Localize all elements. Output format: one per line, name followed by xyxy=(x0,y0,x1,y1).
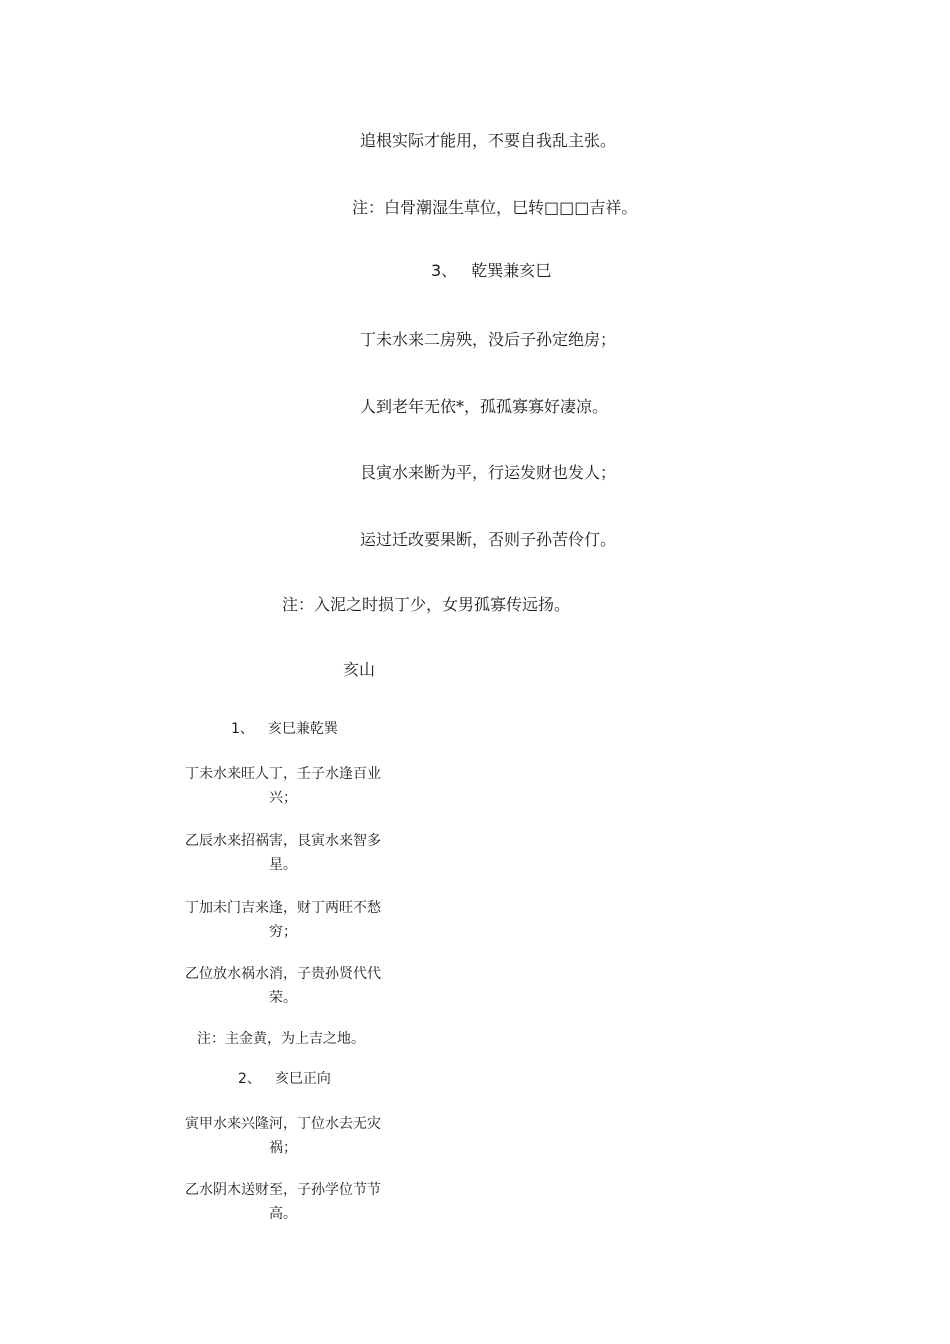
verse-line-end: 兴； xyxy=(269,790,297,806)
verse-line: 追根实际才能用，不要自我乱主张。 xyxy=(360,131,617,150)
verse-line-end: 祸； xyxy=(269,1140,297,1156)
mountain-heading: 亥山 xyxy=(343,660,376,679)
verse-line: 运过迁改要果断，否则子孙苦伶仃。 xyxy=(360,530,617,549)
verse-line: 乙水阴木送财至，子孙学位节节 xyxy=(185,1182,381,1198)
verse-line-end: 星。 xyxy=(269,857,297,873)
verse-block xyxy=(183,896,383,944)
verse-line: 乙位放水祸水消，子贵孙贤代代 xyxy=(185,966,381,982)
section-title: 亥巳正向 xyxy=(274,1071,331,1087)
section-number: 1、 xyxy=(231,721,254,737)
verse-line-end: 荣。 xyxy=(269,990,297,1006)
verse-block xyxy=(183,762,383,810)
section-number: 2、 xyxy=(238,1071,261,1087)
note-text: 注：入泥之时损丁少，女男孤寡传远扬。 xyxy=(282,595,571,614)
section-title: 乾巽兼亥巳 xyxy=(471,261,552,280)
verse-block xyxy=(183,962,383,1010)
verse-line-end: 穷； xyxy=(269,924,297,940)
verse-block xyxy=(183,1178,383,1226)
verse-line: 寅甲水来兴隆河，丁位水去无灾 xyxy=(185,1116,381,1132)
note-text: 注：白骨潮湿生草位，巳转□□□吉祥。 xyxy=(352,198,638,217)
verse-block xyxy=(183,829,383,877)
verse-line: 艮寅水来断为平，行运发财也发人； xyxy=(360,463,617,482)
note-text: 注：主金黄，为上吉之地。 xyxy=(197,1031,365,1047)
verse-line: 丁未水来旺人丁，壬子水逢百业 xyxy=(185,766,381,782)
section-heading xyxy=(238,1070,331,1088)
verse-line: 人到老年无依*，孤孤寡寡好凄凉。 xyxy=(360,397,609,416)
verse-block xyxy=(183,1112,383,1160)
verse-line: 丁未水来二房殃，没后子孙定绝房； xyxy=(360,330,617,349)
section-heading xyxy=(431,261,551,281)
verse-line: 丁加未门吉来逢，财丁两旺不愁 xyxy=(185,900,381,916)
section-title: 亥巳兼乾巽 xyxy=(267,721,338,737)
verse-line-end: 高。 xyxy=(269,1206,297,1222)
verse-line: 乙辰水来招祸害，艮寅水来智多 xyxy=(185,833,381,849)
section-number: 3、 xyxy=(431,261,458,280)
section-heading xyxy=(231,720,338,738)
